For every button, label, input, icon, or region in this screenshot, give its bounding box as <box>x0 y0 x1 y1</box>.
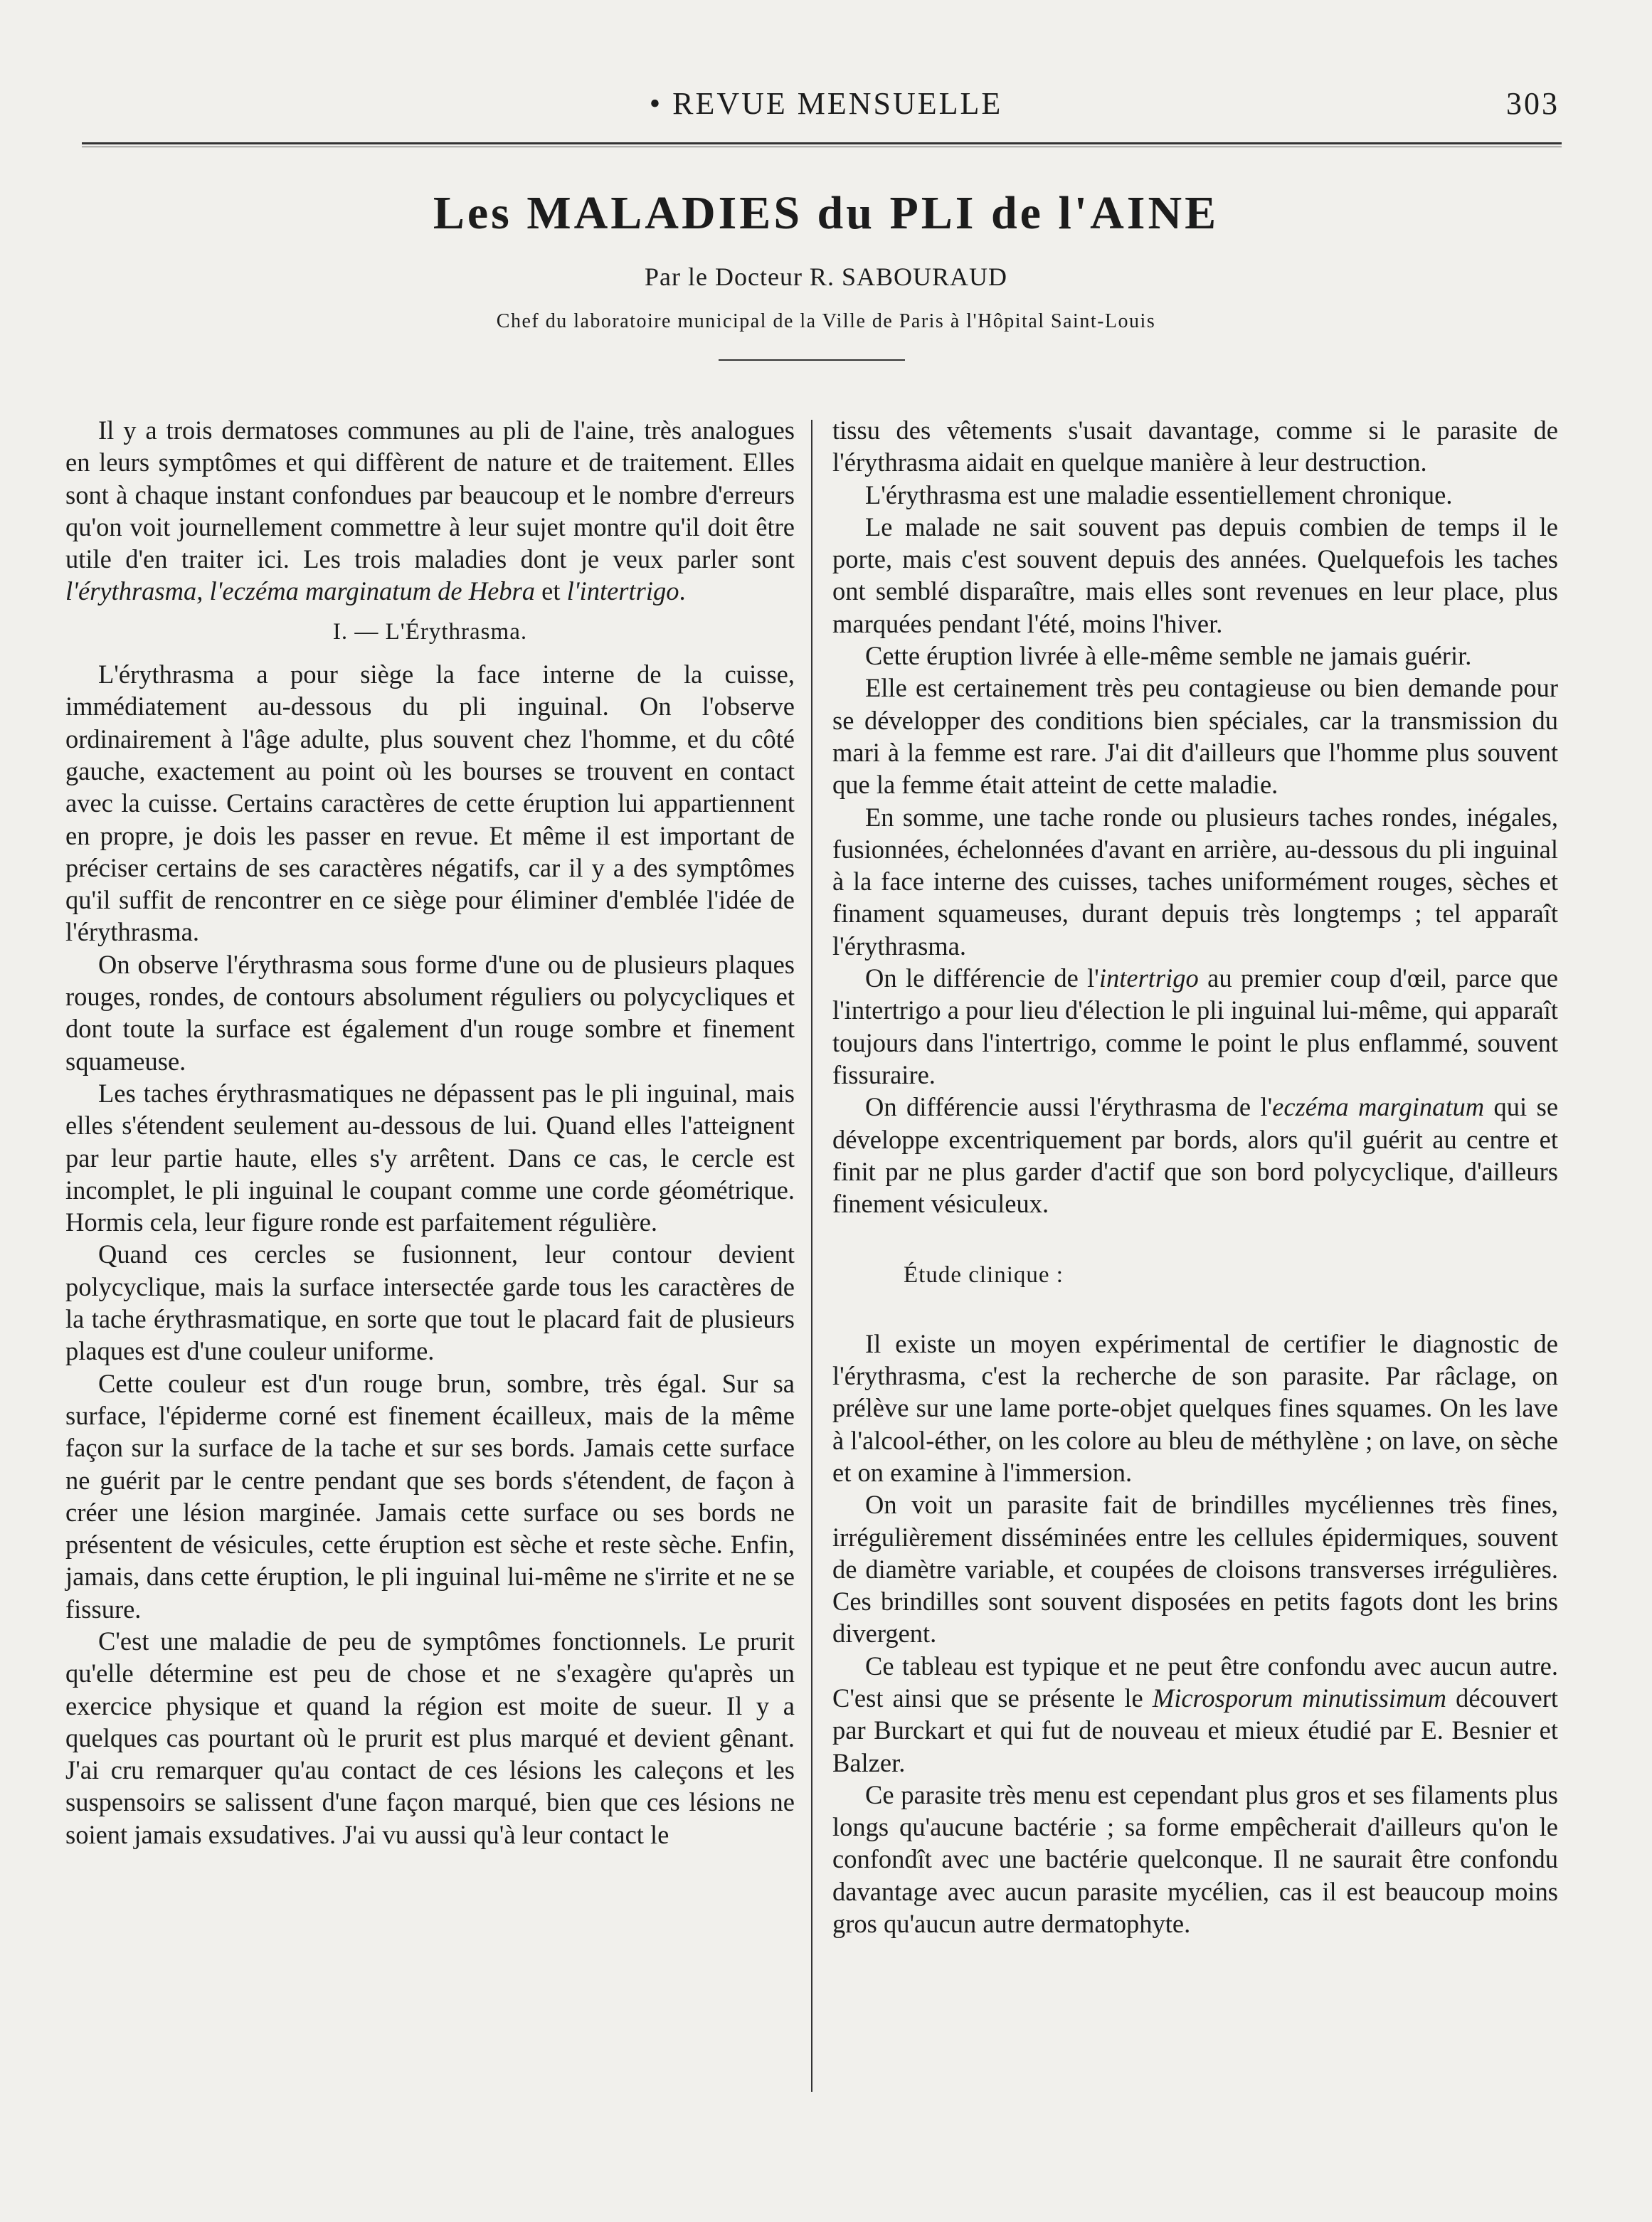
body-paragraph: Ce parasite très menu est cependant plus gros et ses filaments plus longs qu'aucune bactérie ; sa forme empêcherait d'ailleurs qu'on le confondît avec une bactérie quelconque. Il ne saurait être confondu davantage avec aucun parasite mycélien, cas il est beaucoup moins gros qu'aucun autre dermatophyte. <box>832 1779 1558 1939</box>
body-paragraph: On le différencie de l'intertrigo au premier coup d'œil, parce que l'intertrigo a pour lieu d'élection le pli inguinal lui-même, qui apparaît toujours dans l'intertrigo, comme le point le plus enflammé, souvent fissuraire. <box>832 963 1558 1089</box>
disease-name-intertrigo: l'intertrigo <box>566 576 679 606</box>
body-paragraph: On observe l'érythrasma sous forme d'une ou de plusieurs plaques rouges, rondes, de contours absolument réguliers ou polycycliques et dont toute la surface est également d'un rouge sombre et finement squameuse. <box>65 949 795 1076</box>
author-affiliation: Chef du laboratoire municipal de la Ville de Paris à l'Hôpital Saint-Louis <box>496 310 1156 332</box>
section-heading-clinical-study: Étude clinique : <box>904 1262 1064 1289</box>
body-paragraph: Quand ces cercles se fusionnent, leur contour devient polycyclique, mais la surface intersectée garde tous les caractères de la tache érythrasmatique, en sorte que tout le placard fait de plusieurs plaques est d'une couleur uniforme. <box>65 1239 795 1366</box>
body-paragraph: En somme, une tache ronde ou plusieurs taches rondes, inégales, fusionnées, échelonnées d'avant en arrière, au-dessous du pli inguinal à la face interne des cuisses, taches uniformément rouges, sèches et finament squameuses, durant depuis très longtemps ; tel apparaît l'érythrasma. <box>832 802 1558 961</box>
body-paragraph: C'est une maladie de peu de symptômes fonctionnels. Le prurit qu'elle détermine est peu de chose et ne s'exagère qu'après un exercice physique et quand la région est moite de sueur. Il y a quelques cas pourtant où le prurit est plus marqué et devient gênant. J'ai cru remarquer qu'au contact de ces lésions les caleçons et les suspensoirs se salissent d'une façon marqué, bien que ces lésions ne soient jamais exsudatives. J'ai vu aussi qu'à leur contact le <box>65 1626 795 1849</box>
section-heading-erythrasma: I. — L'Érythrasma. <box>332 618 528 645</box>
journal-title: • REVUE MENSUELLE <box>649 86 1003 121</box>
body-paragraph: Les taches érythrasmatiques ne dépassent pas le pli inguinal, mais elles s'étendent seulement au-dessous de lui. Quand elles l'atteignent par leur partie haute, elles s'y arrêtent. Dans ce cas, le cercle est incomplet, le pli inguinal le coupant comme une corde géométrique. Hormis cela, leur figure ronde est parfaitement régulière. <box>65 1078 795 1237</box>
body-paragraph: Ce tableau est typique et ne peut être confondu avec aucun autre. C'est ainsi que se présente le Microsporum minutissimum découvert par Burckart et qui fut de nouveau et mieux étudié par E. Besnier et Balzer. <box>832 1651 1559 1777</box>
disease-names: l'érythrasma, l'eczéma marginatum de Hebra <box>65 576 536 606</box>
body-paragraph: On différencie aussi l'érythrasma de l'eczéma marginatum qui se développe excentriquement par bords, alors qu'il guérit au centre et finit par ne plus garder d'actif que son bord polycyclique, d'ailleurs finement vésiculeux. <box>832 1092 1559 1219</box>
body-paragraph: On voit un parasite fait de brindilles mycéliennes très fines, irrégulièrement disséminées entre les cellules épidermiques, souvent de diamètre variable, et coupées de cloisons transverses irrégulières. Ces brindilles sont souvent disposées en petits fagots dont les brins divergent. <box>832 1490 1558 1649</box>
body-paragraph: Elle est certainement très peu contagieuse ou bien demande pour se développer des conditions bien spéciales, car la transmission du mari à la femme est rare. J'ai dit d'ailleurs que l'homme plus souvent que la femme était atteint de cette maladie. <box>832 673 1558 800</box>
body-paragraph: Il existe un moyen expérimental de certifier le diagnostic de l'érythrasma, c'est la recherche de son parasite. Par râclage, on prélève sur une lame porte-objet quelques fines squames. On les lave à l'alcool-éther, on les colore au bleu de méthylène ; on lave, on sèche et on examine à l'immersion. <box>832 1328 1558 1487</box>
title-rule <box>719 359 905 361</box>
running-head <box>0 85 1652 128</box>
intro-paragraph: Il y a trois dermatoses communes au pli de l'aine, très analogues en leurs symptômes et qui diffèrent de nature et de traitement. Elles sont à chaque instant confondues par beaucoup et le nombre d'erreurs qu'on voit journellement commettre à leur sujet montre qu'il doit être utile d'en traiter ici. Les trois maladies dont je veux parler sont l'érythrasma, l'eczéma marginatum de Hebra et l'intertrigo. <box>65 416 795 606</box>
page-number: 303 <box>1506 86 1560 121</box>
column-divider <box>811 420 812 2092</box>
body-paragraph: Cette couleur est d'un rouge brun, sombre, très égal. Sur sa surface, l'épiderme corné est finement écailleux, mais de la même façon sur la surface de la tache et sur ses bords. Jamais cette surface ne guérit par le centre pendant que ses bords s'étendent, de façon à créer une lésion marginée. Jamais cette surface ou ses bords ne présentent de vésicules, cette éruption est sèche et reste sèche. Enfin, jamais, dans cette éruption, le pli inguinal lui-même ne s'irrite et ne se fissure. <box>65 1368 795 1624</box>
body-paragraph: tissu des vêtements s'usait davantage, comme si le parasite de l'érythrasma aidait en quelque manière à leur destruction. <box>832 416 1558 477</box>
right-column <box>832 414 1558 1940</box>
body-paragraph: L'érythrasma est une maladie essentiellement chronique. <box>865 480 1453 509</box>
body-paragraph: L'érythrasma a pour siège la face interne de la cuisse, immédiatement au-dessous du pli inguinal. On l'observe ordinairement à l'âge adulte, plus souvent chez l'homme, et du côté gauche, exactement au point où les bourses se trouvent en contact avec la cuisse. Certains caractères de cette éruption lui appartiennent en propre, je dois les passer en revue. Et même il est important de préciser certains de ses caractères négatifs, car il y a des symptômes qu'il suffit de rencontrer en ce siège pour éliminer d'emblée l'idée de l'érythrasma. <box>65 660 795 947</box>
header-rule <box>82 142 1562 147</box>
left-column <box>65 414 795 1851</box>
body-paragraph: Cette éruption livrée à elle-même semble ne jamais guérir. <box>865 641 1472 671</box>
article-title: Les MALADIES du PLI de l'AINE <box>433 187 1219 239</box>
body-paragraph: Le malade ne sait souvent pas depuis combien de temps il le porte, mais c'est souvent depuis des années. Quelquefois les taches ont semblé disparaître, mais elles sont revenues en leur place, plus marquées pendant l'été, moins l'hiver. <box>832 512 1558 638</box>
byline: Par le Docteur R. SABOURAUD <box>645 263 1007 291</box>
